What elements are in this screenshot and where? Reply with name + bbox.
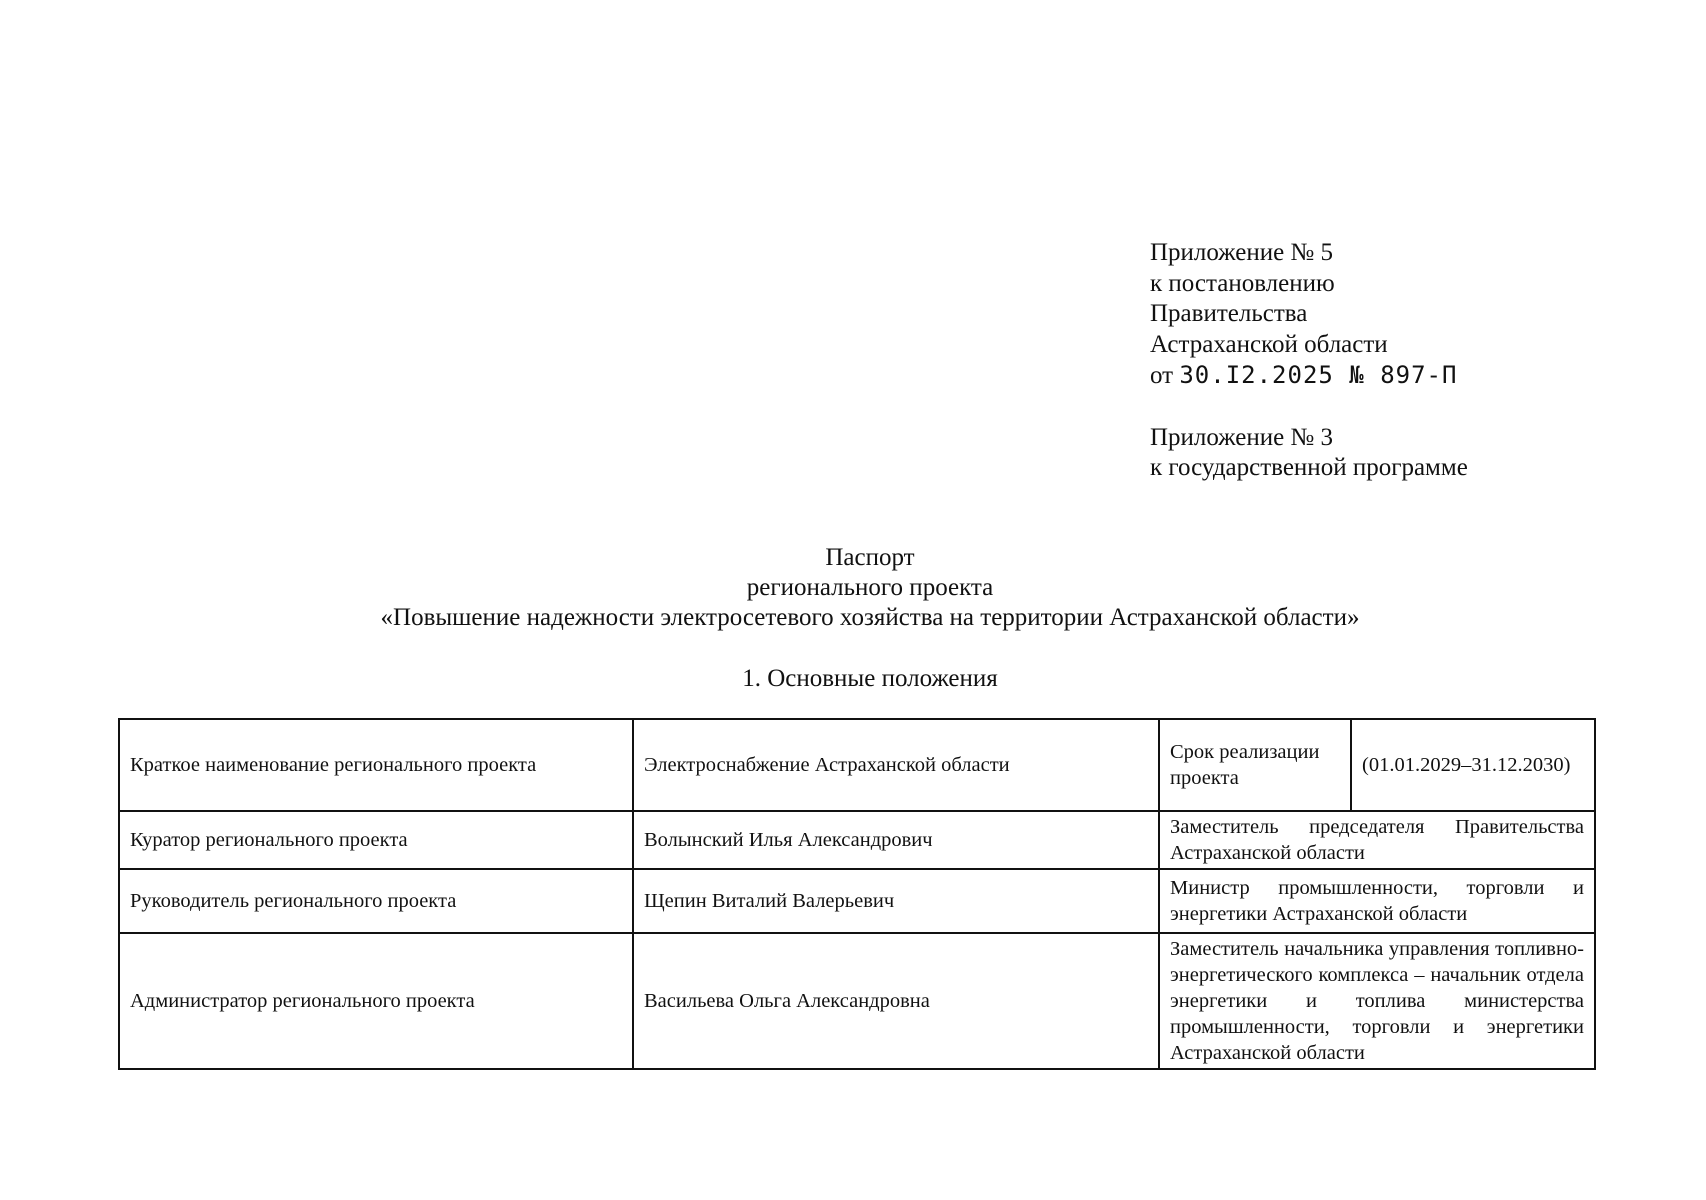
row-label: Администратор регионального проекта xyxy=(119,933,633,1069)
row-position: Заместитель начальника управления топливно-энергетического комплекса – начальник отдела энергетики и топлива министерства промышленности, торговли и энергетики Астраханской области xyxy=(1159,933,1595,1069)
date-prefix: от xyxy=(1150,362,1174,389)
region: Астраханской области xyxy=(1150,330,1388,358)
term-label: Срок реализации проекта xyxy=(1159,719,1351,811)
row-position: Министр промышленности, торговли и энергетики Астраханской области xyxy=(1159,869,1595,933)
document-title xyxy=(0,543,1706,633)
table-row xyxy=(119,869,1595,933)
row-value: Электроснабжение Астраханской области xyxy=(633,719,1159,811)
table-row xyxy=(119,719,1595,811)
title-line-2: регионального проекта xyxy=(746,574,994,601)
row-value: Васильева Ольга Александровна xyxy=(633,933,1159,1069)
row-position: Заместитель председателя Правительства Астраханской области xyxy=(1159,811,1595,869)
to-resolution: к постановлению xyxy=(1150,269,1335,297)
appendix-number: Приложение № 5 xyxy=(1150,239,1334,266)
main-provisions-table xyxy=(118,718,1596,1070)
row-value: Щепин Виталий Валерьевич xyxy=(633,869,1159,933)
government: Правительства xyxy=(1150,300,1308,327)
row-label: Куратор регионального проекта xyxy=(119,811,633,869)
appendix-number-2: Приложение № 3 xyxy=(1150,423,1334,451)
row-label: Краткое наименование регионального проекта xyxy=(119,719,633,811)
resolution-date xyxy=(1150,360,1468,392)
date-number: 30.I2.2025 № 897-П xyxy=(1179,361,1458,389)
row-label: Руководитель регионального проекта xyxy=(119,869,633,933)
term-value: (01.01.2029–31.12.2030) xyxy=(1351,719,1595,811)
title-line-1: Паспорт xyxy=(825,544,915,571)
appendix-header xyxy=(1150,238,1468,484)
title-line-3: «Повышение надежности электросетевого хозяйства на территории Астраханской области» xyxy=(380,604,1360,631)
to-program: к государственной программе xyxy=(1150,454,1468,481)
row-value: Волынский Илья Александрович xyxy=(633,811,1159,869)
section-heading: 1. Основные положения xyxy=(742,665,998,692)
table-row xyxy=(119,811,1595,869)
table-row xyxy=(119,933,1595,1069)
